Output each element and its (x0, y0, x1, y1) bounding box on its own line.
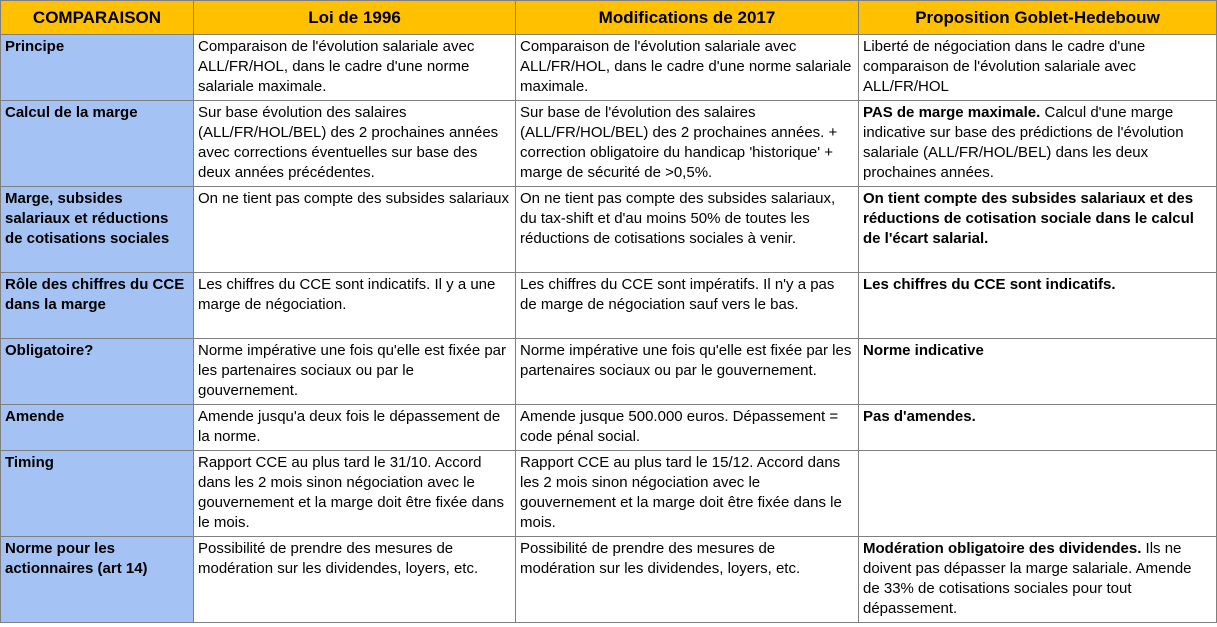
cell-proposition (859, 101, 1217, 187)
cell-proposition: Pas d'amendes. (859, 405, 1217, 451)
cell-proposition: Liberté de négociation dans le cadre d'une comparaison de l'évolution salariale avec ALL/FR/HOL (859, 35, 1217, 101)
cell-proposition: Norme indicative (859, 339, 1217, 405)
cell-1996: Amende jusqu'a deux fois le dépassement de la norme. (194, 405, 516, 451)
header-proposition: Proposition Goblet-Hedebouw (859, 1, 1217, 35)
table-row (1, 451, 1217, 537)
row-label-principe: Principe (1, 35, 194, 101)
table-row (1, 35, 1217, 101)
cell-1996: Norme impérative une fois qu'elle est fixée par les partenaires sociaux ou par le gouvernement. (194, 339, 516, 405)
row-label-calcul: Calcul de la marge (1, 101, 194, 187)
table-row (1, 405, 1217, 451)
cell-1996: Possibilité de prendre des mesures de modération sur les dividendes, loyers, etc. (194, 537, 516, 623)
cell-proposition (859, 451, 1217, 537)
row-label-obligatoire: Obligatoire? (1, 339, 194, 405)
header-row (1, 1, 1217, 35)
cell-proposition-bold: Modération obligatoire des dividendes. (863, 540, 1142, 557)
header-loi-1996: Loi de 1996 (194, 1, 516, 35)
cell-proposition-text: Calcul d'une marge indicative sur base des prédictions de l'évolution salariale (ALL/FR/HOL/BEL) dans les deux prochaines années. (863, 104, 1184, 181)
table-row (1, 339, 1217, 405)
cell-2017: Les chiffres du CCE sont impératifs. Il n'y a pas de marge de négociation sauf vers le bas. (516, 273, 859, 339)
cell-2017: On ne tient pas compte des subsides salariaux, du tax-shift et d'au moins 50% de toutes les réductions de cotisations sociales à venir. (516, 187, 859, 273)
cell-2017: Norme impérative une fois qu'elle est fixée par les partenaires sociaux ou par le gouvernement. (516, 339, 859, 405)
cell-proposition: On tient compte des subsides salariaux et des réductions de cotisation sociale dans le calcul de l'écart salarial. (859, 187, 1217, 273)
row-label-norme-actionnaires: Norme pour les actionnaires (art 14) (1, 537, 194, 623)
header-comparaison: COMPARAISON (1, 1, 194, 35)
row-label-marge: Marge, subsides salariaux et réductions de cotisations sociales (1, 187, 194, 273)
table-row (1, 187, 1217, 273)
cell-2017: Sur base de l'évolution des salaires (ALL/FR/HOL/BEL) des 2 prochaines années. + correction obligatoire du handicap 'historique' + marge de sécurité de >0,5%. (516, 101, 859, 187)
table-row (1, 101, 1217, 187)
row-label-timing: Timing (1, 451, 194, 537)
cell-1996: Sur base évolution des salaires (ALL/FR/HOL/BEL) des 2 prochaines années avec corrections éventuelles sur base des deux années précédentes. (194, 101, 516, 187)
row-label-role: Rôle des chiffres du CCE dans la marge (1, 273, 194, 339)
table-row (1, 273, 1217, 339)
cell-1996: Les chiffres du CCE sont indicatifs. Il y a une marge de négociation. (194, 273, 516, 339)
cell-1996: On ne tient pas compte des subsides salariaux (194, 187, 516, 273)
cell-2017: Amende jusque 500.000 euros. Dépassement = code pénal social. (516, 405, 859, 451)
header-modifications-2017: Modifications de 2017 (516, 1, 859, 35)
cell-proposition: Les chiffres du CCE sont indicatifs. (859, 273, 1217, 339)
cell-2017: Comparaison de l'évolution salariale avec ALL/FR/HOL, dans le cadre d'une norme salariale maximale. (516, 35, 859, 101)
cell-2017: Possibilité de prendre des mesures de modération sur les dividendes, loyers, etc. (516, 537, 859, 623)
cell-proposition-text: Ils ne doivent pas dépasser la marge salariale. Amende de 33% de cotisations sociales pour tout dépassement. (863, 540, 1192, 617)
cell-2017: Rapport CCE au plus tard le 15/12. Accord dans les 2 mois sinon négociation avec le gouvernement et la marge doit être fixée dans le mois. (516, 451, 859, 537)
table-row (1, 537, 1217, 623)
cell-proposition (859, 537, 1217, 623)
cell-1996: Comparaison de l'évolution salariale avec ALL/FR/HOL, dans le cadre d'une norme salariale maximale. (194, 35, 516, 101)
cell-1996: Rapport CCE au plus tard le 31/10. Accord dans les 2 mois sinon négociation avec le gouvernement et la marge doit être fixée dans le mois. (194, 451, 516, 537)
row-label-amende: Amende (1, 405, 194, 451)
cell-proposition-bold: PAS de marge maximale. (863, 104, 1041, 121)
